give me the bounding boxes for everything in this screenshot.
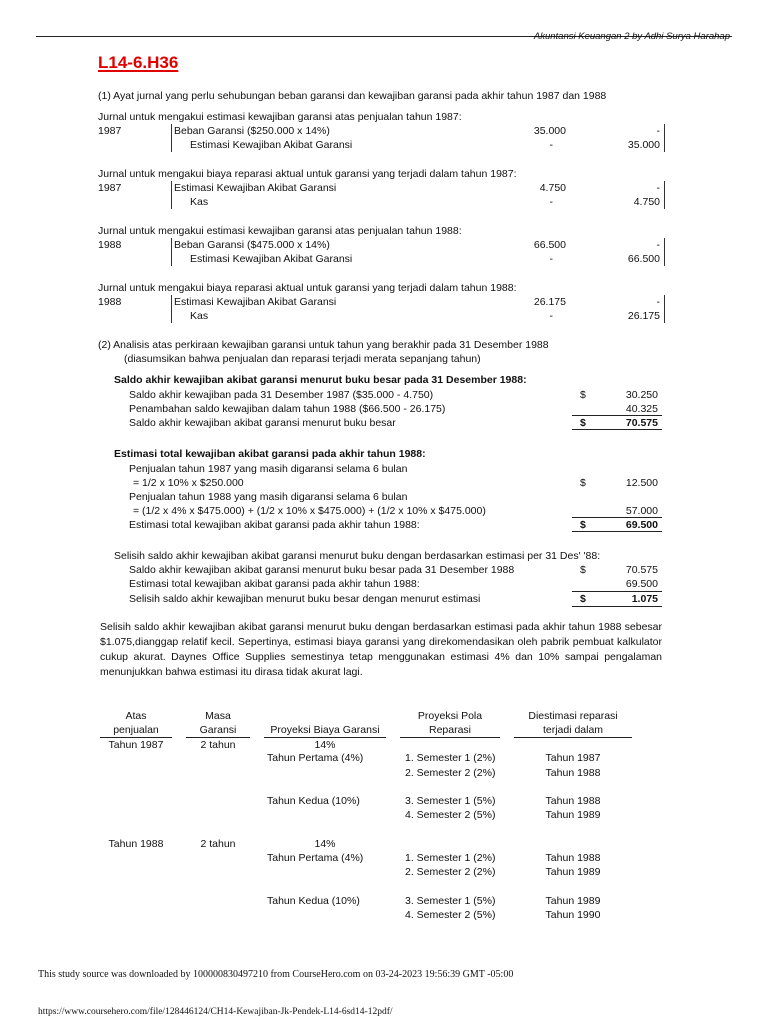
entry-year: 1988 — [98, 239, 122, 251]
semester-item: 3. Semester 1 (5%) — [405, 795, 496, 807]
line-formula: = 1/2 x 10% x $250.000 — [133, 477, 244, 489]
semester-item: 3. Semester 1 (5%) — [405, 895, 496, 907]
semester-item: 4. Semester 2 (5%) — [405, 909, 496, 921]
credit-amount: 26.175 — [627, 310, 660, 322]
line-amount: 57.000 — [625, 505, 658, 517]
repair-year: Tahun 1988 — [545, 767, 601, 779]
entry-description: Jurnal untuk mengakui estimasi kewajiban garansi atas penjualan tahun 1987: — [98, 111, 462, 123]
second-year-cost: Tahun Kedua (10%) — [267, 795, 360, 807]
col-header-diestimasi: Diestimasi reparasi — [528, 710, 618, 722]
entry-right-border — [664, 238, 665, 266]
total-amount: 1.075 — [631, 593, 658, 605]
currency-sign: $ — [580, 477, 586, 489]
entry-year: 1987 — [98, 182, 122, 194]
line-amount: 70.575 — [625, 564, 658, 576]
debit-amount: 26.175 — [533, 296, 566, 308]
line-label: Penjualan tahun 1988 yang masih digaransi selama 6 bulan — [129, 491, 408, 503]
entry-right-border — [664, 295, 665, 323]
line-amount: 30.250 — [625, 389, 658, 401]
total-label: Estimasi total kewajiban akibat garansi pada akhir tahun 1988: — [129, 519, 420, 531]
repair-year: Tahun 1990 — [545, 909, 601, 921]
page-title: L14-6.H36 — [98, 53, 179, 72]
warranty-period: 2 tahun — [200, 838, 236, 850]
col-header-atas: Atas — [125, 710, 147, 722]
entry-divider — [171, 181, 172, 209]
debit-amount: 35.000 — [533, 125, 566, 137]
entry-description: Jurnal untuk mengakui biaya reparasi aktual untuk garansi yang terjadi dalam tahun 1987: — [98, 168, 517, 180]
entry-right-border — [664, 181, 665, 209]
credit-account: Kas — [190, 196, 209, 208]
line-label: Penambahan saldo kewajiban dalam tahun 1988 ($66.500 - 26.175) — [129, 403, 446, 415]
col-header-terjadi: terjadi dalam — [542, 724, 604, 736]
credit-debit-blank: - — [549, 139, 553, 151]
part1-heading: (1) Ayat jurnal yang perlu sehubungan beban garansi dan kewajiban garansi pada akhir tahun 1987 dan 1988 — [98, 90, 607, 102]
section-title: Selisih saldo akhir kewajiban akibat garansi menurut buku dengan berdasarkan estimasi per 31 Des' '88: — [114, 550, 601, 562]
currency-sign: $ — [580, 389, 586, 401]
total-amount: 69.500 — [625, 519, 658, 531]
total-amount: 70.575 — [625, 417, 658, 429]
debit-credit-blank: - — [656, 239, 660, 251]
second-year-cost: Tahun Kedua (10%) — [267, 895, 360, 907]
entry-year: 1988 — [98, 296, 122, 308]
credit-account: Kas — [190, 310, 209, 322]
line-label: Penjualan tahun 1987 yang masih digaransi selama 6 bulan — [129, 463, 408, 475]
repair-year: Tahun 1989 — [545, 895, 601, 907]
first-year-cost: Tahun Pertama (4%) — [267, 752, 364, 764]
repair-year: Tahun 1987 — [545, 752, 601, 764]
header-underline — [514, 737, 632, 738]
debit-amount: 66.500 — [533, 239, 566, 251]
warranty-period: 2 tahun — [200, 739, 236, 751]
col-header-penjualan: penjualan — [113, 724, 159, 736]
header-book-title: Akuntansi Keuangan 2 by Adhi Surya Harahap — [533, 31, 730, 42]
sales-year: Tahun 1988 — [108, 838, 164, 850]
col-header-garansi: Garansi — [199, 724, 237, 736]
credit-amount: 4.750 — [633, 196, 660, 208]
debit-credit-blank: - — [656, 182, 660, 194]
line-formula: = (1/2 x 4% x $475.000) + (1/2 x 10% x $475.000) + (1/2 x 10% x $475.000) — [133, 505, 486, 517]
debit-account: Estimasi Kewajiban Akibat Garansi — [174, 296, 337, 308]
debit-account: Beban Garansi ($475.000 x 14%) — [174, 239, 330, 251]
entry-right-border — [664, 124, 665, 152]
entry-year: 1987 — [98, 125, 122, 137]
credit-account: Estimasi Kewajiban Akibat Garansi — [190, 139, 353, 151]
double-rule — [572, 606, 662, 607]
entry-divider — [171, 295, 172, 323]
col-header-masa: Masa — [205, 710, 231, 722]
header-underline — [400, 737, 500, 738]
line-amount: 40.325 — [625, 403, 658, 415]
repair-year: Tahun 1988 — [545, 852, 601, 864]
semester-item: 1. Semester 1 (2%) — [405, 852, 496, 864]
currency-sign: $ — [580, 519, 586, 531]
section-title: Saldo akhir kewajiban akibat garansi menurut buku besar pada 31 Desember 1988: — [114, 374, 527, 386]
total-label: Selisih saldo akhir kewajiban menurut buku besar dengan menurut estimasi — [129, 593, 481, 605]
conclusion-paragraph: Selisih saldo akhir kewajiban akibat garansi menurut buku dengan berdasarkan estimasi pada akhir tahun 1988 sebesar $1.075,dianggap relatif kecil. Sepertinya, estimasi biaya garansi yang direkomendasikan oleh pabrik pembuat kalkulator cukup akurat. Daynes Office Supplies semestinya tetap menggunakan estimasi 4% dan 10% sampai pengalaman menunjukkan bahwa estimasi itu dirasa tidak akurat lagi. — [100, 621, 662, 678]
col-header-proyeksi-pola: Proyeksi Pola — [417, 710, 483, 722]
download-notice: This study source was downloaded by 100000830497210 from CourseHero.com on 03-24-2023 19:56:39 GMT -05:00 — [38, 969, 514, 980]
semester-item: 4. Semester 2 (5%) — [405, 809, 496, 821]
semester-item: 2. Semester 2 (2%) — [405, 866, 496, 878]
double-rule — [572, 531, 662, 532]
debit-credit-blank: - — [656, 125, 660, 137]
line-label: Saldo akhir kewajiban pada 31 Desember 1987 ($35.000 - 4.750) — [129, 389, 434, 401]
debit-credit-blank: - — [656, 296, 660, 308]
credit-amount: 35.000 — [627, 139, 660, 151]
part2-subheading: (diasumsikan bahwa penjualan dan reparasi terjadi merata sepanjang tahun) — [124, 353, 481, 365]
double-rule — [572, 429, 662, 430]
line-label: Estimasi total kewajiban akibat garansi pada akhir tahun 1988: — [129, 578, 420, 590]
currency-sign: $ — [580, 564, 586, 576]
currency-sign: $ — [580, 417, 586, 429]
entry-description: Jurnal untuk mengakui estimasi kewajiban garansi atas penjualan tahun 1988: — [98, 225, 462, 237]
debit-account: Beban Garansi ($250.000 x 14%) — [174, 125, 330, 137]
total-label: Saldo akhir kewajiban akibat garansi menurut buku besar — [129, 417, 396, 429]
part2-heading: (2) Analisis atas perkiraan kewajiban garansi untuk tahun yang berakhir pada 31 Desember 1988 — [98, 339, 549, 351]
col-header-reparasi: Reparasi — [428, 724, 472, 736]
semester-item: 2. Semester 2 (2%) — [405, 767, 496, 779]
line-amount: 12.500 — [625, 477, 658, 489]
credit-amount: 66.500 — [627, 253, 660, 265]
credit-debit-blank: - — [549, 310, 553, 322]
currency-sign: $ — [580, 593, 586, 605]
col-header-proyeksi-biaya: Proyeksi Biaya Garansi — [270, 724, 380, 736]
sales-year: Tahun 1987 — [108, 739, 164, 751]
debit-account: Estimasi Kewajiban Akibat Garansi — [174, 182, 337, 194]
first-year-cost: Tahun Pertama (4%) — [267, 852, 364, 864]
section-title: Estimasi total kewajiban akibat garansi pada akhir tahun 1988: — [114, 448, 426, 460]
source-url[interactable]: https://www.coursehero.com/file/128446124/CH14-Kewajiban-Jk-Pendek-L14-6sd14-12pdf/ — [38, 1007, 393, 1017]
entry-divider — [171, 124, 172, 152]
line-amount: 69.500 — [625, 578, 658, 590]
entry-divider — [171, 238, 172, 266]
credit-debit-blank: - — [549, 196, 553, 208]
credit-debit-blank: - — [549, 253, 553, 265]
total-percent: 14% — [314, 739, 336, 751]
total-percent: 14% — [314, 838, 336, 850]
entry-description: Jurnal untuk mengakui biaya reparasi aktual untuk garansi yang terjadi dalam tahun 1988: — [98, 282, 517, 294]
repair-year: Tahun 1989 — [545, 866, 601, 878]
repair-year: Tahun 1988 — [545, 795, 601, 807]
credit-account: Estimasi Kewajiban Akibat Garansi — [190, 253, 353, 265]
semester-item: 1. Semester 1 (2%) — [405, 752, 496, 764]
line-label: Saldo akhir kewajiban akibat garansi menurut buku besar pada 31 Desember 1988 — [129, 564, 515, 576]
debit-amount: 4.750 — [539, 182, 566, 194]
repair-year: Tahun 1989 — [545, 809, 601, 821]
